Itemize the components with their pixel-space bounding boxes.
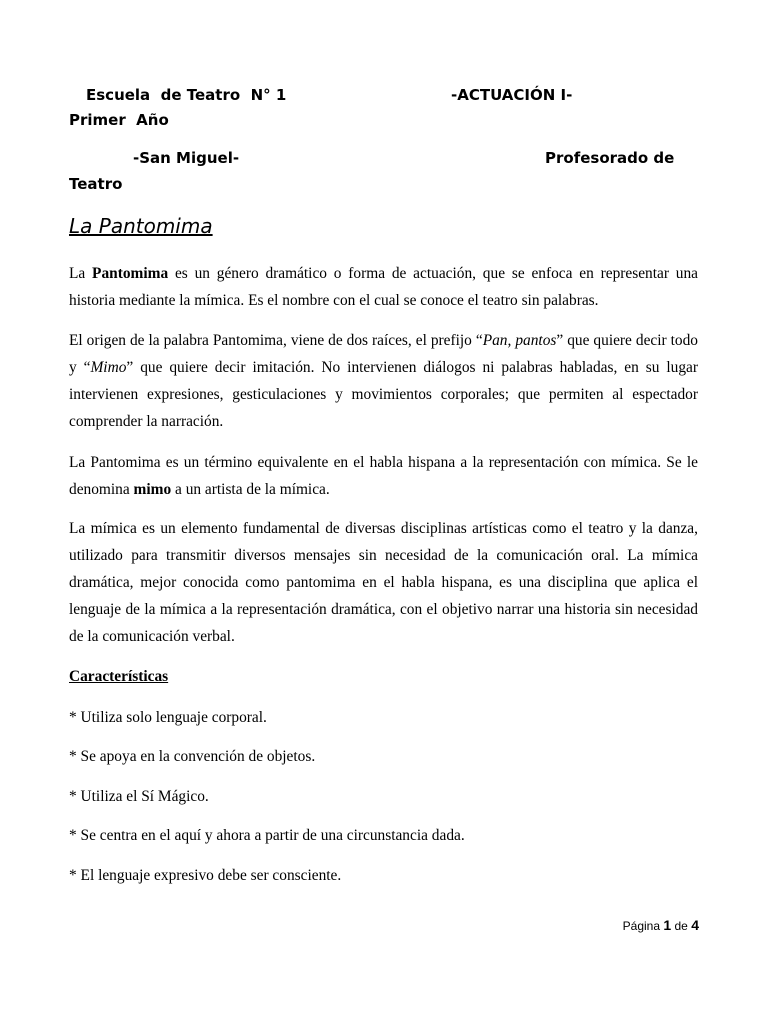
text-run: La (69, 265, 93, 282)
total-pages-number: 4 (691, 917, 699, 933)
location: -San Miguel- (133, 149, 240, 167)
text-run: La Pantomima es un término equivalente en el habla hispana a la representación con mímica. Se le denomina (69, 454, 698, 498)
course-name: -ACTUACIÓN I- (451, 86, 573, 104)
course-year: Primer Año (69, 111, 169, 129)
program-line-2: Teatro (69, 175, 123, 193)
text-run: a un artista de la mímica. (171, 481, 330, 498)
page-title: La Pantomima (69, 214, 213, 238)
characteristics-heading: Características (69, 668, 169, 685)
characteristic-item: * El lenguaje expresivo debe ser consciente. (69, 867, 342, 884)
italic-term-pan-pantos: Pan, pantos (482, 332, 557, 349)
text-run: es un género dramático o forma de actuación, que se enfoca en representar una historia mediante la mímica. Es el nombre con el cual se conoce el teatro sin palabras. (69, 265, 698, 309)
page-number-footer (623, 915, 699, 936)
paragraph-definition (69, 260, 698, 314)
paragraph-equivalence (69, 449, 698, 503)
paragraph-mimica: La mímica es un elemento fundamental de diversas disciplinas artísticas como el teatro y la danza, utilizado para transmitir diversos mensajes sin necesidad de la comunicación oral. La mímica dramática, mejor conocida como pantomima en el habla hispana, es una disciplina que aplica el lenguaje de la mímica a la representación dramática, con el objetivo narrar una historia sin necesidad de la comunicación verbal. (69, 520, 698, 645)
of-label: de (674, 919, 688, 933)
program-line-1: Profesorado de (545, 149, 675, 167)
page-label: Página (622, 919, 661, 933)
bold-term-pantomima: Pantomima (92, 265, 169, 282)
current-page-number: 1 (663, 917, 672, 933)
text-run: ” que quiere decir imitación. No intervienen diálogos ni palabras habladas, en su lugar intervienen expresiones, gesticulaciones y movimientos corporales; que permiten al espectador comprender la narración. (69, 359, 698, 430)
bold-term-mimo: mimo (133, 481, 172, 498)
italic-term-mimo: Mimo (90, 359, 127, 376)
characteristic-item: * Utiliza solo lenguaje corporal. (69, 709, 267, 726)
characteristic-item: * Utiliza el Sí Mágico. (69, 788, 209, 805)
text-run: ” que quiere decir todo y “ (69, 332, 698, 376)
characteristic-item: * Se apoya en la convención de objetos. (69, 748, 316, 765)
text-run: El origen de la palabra Pantomima, viene de dos raíces, el prefijo “ (69, 332, 483, 349)
school-name: Escuela de Teatro N° 1 (86, 86, 287, 104)
paragraph-origin (69, 327, 698, 435)
characteristic-item: * Se centra en el aquí y ahora a partir de una circunstancia dada. (69, 827, 465, 844)
